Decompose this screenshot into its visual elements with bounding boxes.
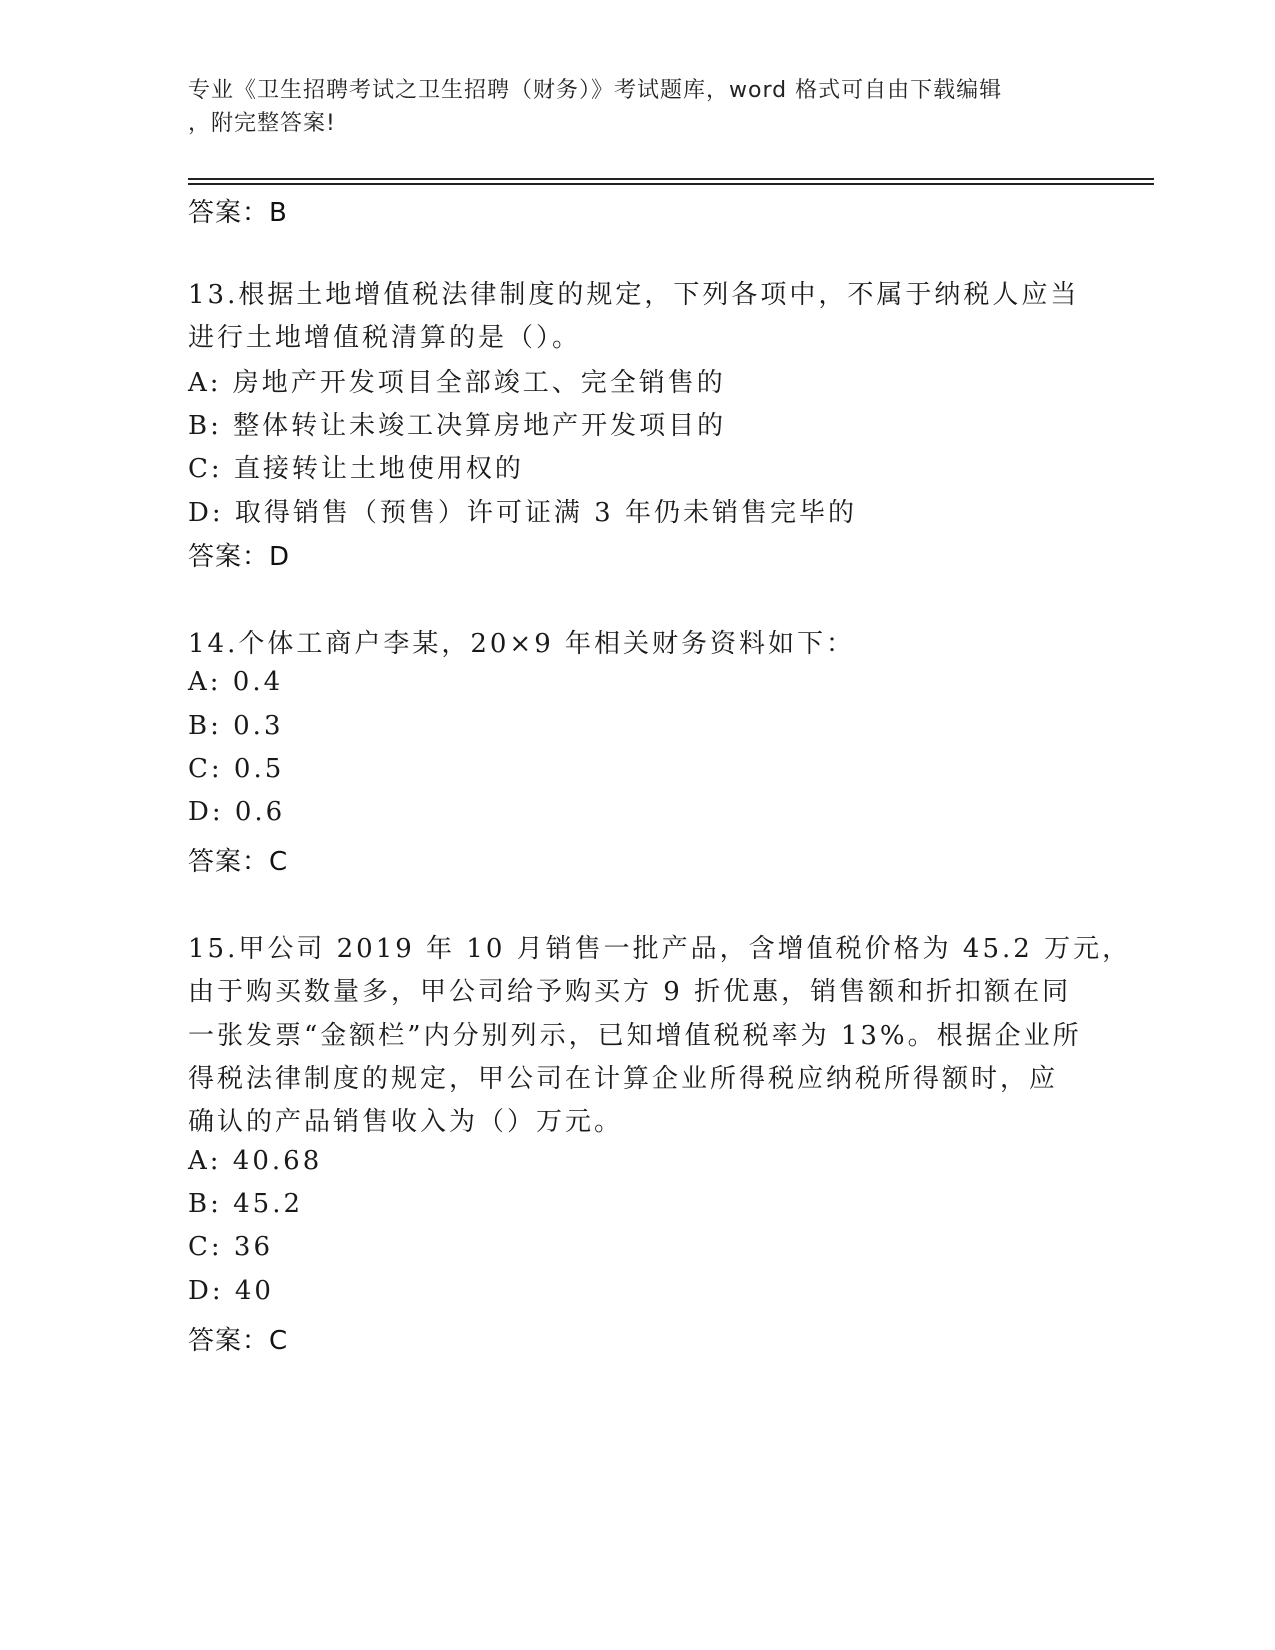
document-header (188, 74, 1068, 140)
question-14-option-c: C: 0.5 (188, 754, 285, 784)
question-15-stem-line-1: 15.甲公司 2019 年 10 月销售一批产品，含增值税价格为 45.2 万元， (188, 934, 1132, 964)
question-14-option-d: D: 0.6 (188, 797, 286, 827)
question-14-answer: 答案：C (188, 847, 289, 877)
question-13-stem-line-1: 13.根据土地增值税法律制度的规定，下列各项中，不属于纳税人应当 (188, 280, 1080, 310)
question-15-stem-line-4: 得税法律制度的规定，甲公司在计算企业所得税应纳税所得额时，应 (188, 1064, 1059, 1094)
question-13-option-c: C: 直接转让土地使用权的 (188, 454, 524, 484)
prev-answer: 答案：B (188, 198, 288, 228)
question-15-option-c: C: 36 (188, 1232, 274, 1262)
question-15-stem-line-5: 确认的产品销售收入为（）万元。 (188, 1107, 624, 1137)
question-13-option-b: B: 整体转让未竣工决算房地产开发项目的 (188, 411, 727, 441)
header-rule-bottom (188, 183, 1154, 185)
question-15-option-d: D: 40 (188, 1276, 274, 1306)
question-13-option-d: D: 取得销售（预售）许可证满 3 年仍未销售完毕的 (188, 498, 857, 528)
question-15-answer: 答案：C (188, 1326, 289, 1356)
question-15-option-a: A: 40.68 (188, 1146, 323, 1176)
question-15-stem-line-2: 由于购买数量多，甲公司给予购买方 9 折优惠，销售额和折扣额在同 (188, 977, 1072, 1007)
question-15-stem-line-3: 一张发票“金额栏”内分别列示，已知增值税税率为 13%。根据企业所 (188, 1021, 1082, 1051)
question-13-option-a: A: 房地产开发项目全部竣工、完全销售的 (188, 368, 726, 398)
question-15-option-b: B: 45.2 (188, 1189, 304, 1219)
question-14-stem-line-1: 14.个体工商户李某，20×9 年相关财务资料如下： (188, 629, 856, 659)
header-title-line-1: 专业《卫生招聘考试之卫生招聘（财务）》考试题库，word 格式可自由下载编辑 (188, 78, 1003, 103)
question-14-option-a: A: 0.4 (188, 667, 284, 697)
header-rule-top (188, 178, 1154, 180)
question-13-stem-line-2: 进行土地增值税清算的是（）。 (188, 323, 582, 353)
question-14-option-b: B: 0.3 (188, 711, 284, 741)
question-13-answer: 答案：D (188, 542, 291, 572)
header-title-line-2: ，附完整答案! (188, 111, 336, 136)
